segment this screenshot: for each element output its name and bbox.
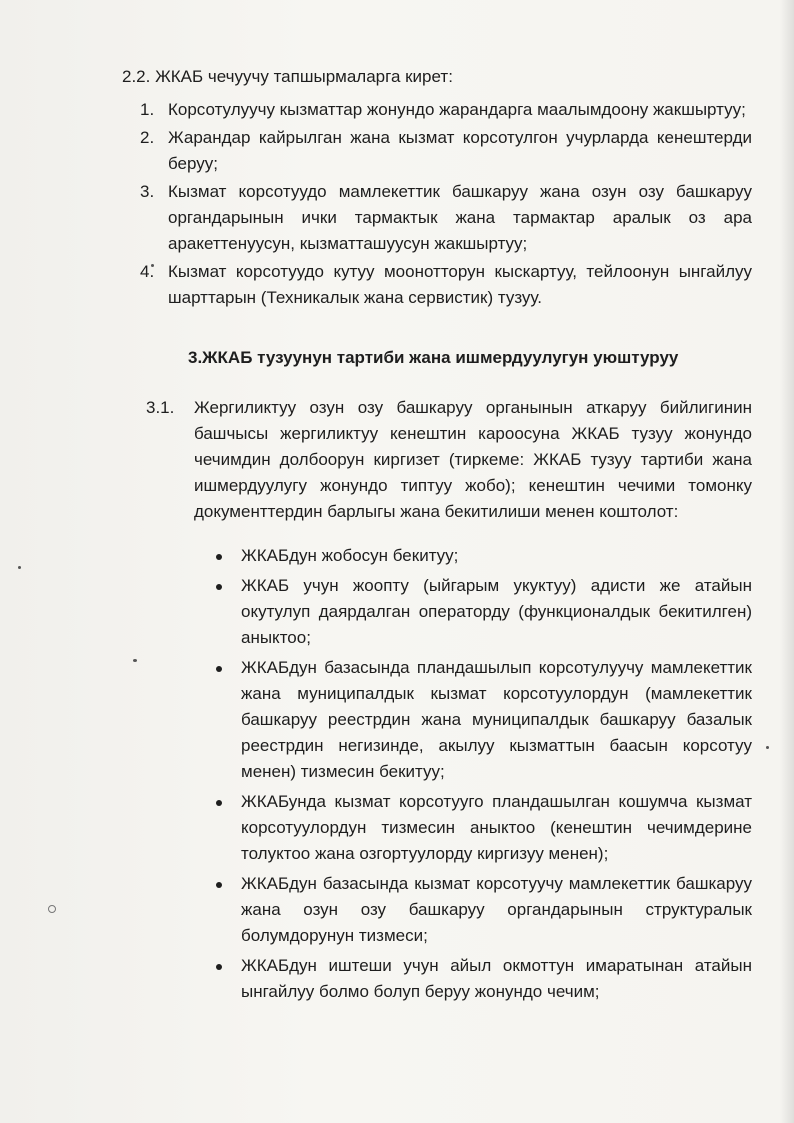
list-item-text: ЖКАБдун иштеши учун айыл окмоттун имаратынан атайын ынгайлуу болмо болуп беруу жонундо чечим;: [241, 956, 752, 1001]
list-item: [214, 953, 752, 1005]
section-number: 3.1.: [146, 398, 175, 417]
list-item-text: Кызмат корсотуудо мамлекеттик башкаруу жана озун озу башкаруу органдарынын ички тармактык жана тармактар аралык оз ара аракеттенуусун, кызматташуусун жакшыртуу;: [168, 182, 752, 253]
list-item-text: Жарандар кайрылган жана кызмат корсотулгон учурларда кенештерди беруу;: [168, 128, 752, 173]
section-text: Жергиликтуу озун озу башкаруу органынын аткаруу бийлигинин башчысы жергиликтуу кенештин кароосуна ЖКАБ тузуу жонундо чечимдин долбоорун киргизет (тиркеме: ЖКАБ тузуу тартиби жана ишмердуулугу жонундо типтуу жобо); кенештин чечими томонку документтердин барлыгы жана бекитилиши менен коштолот:: [194, 398, 752, 521]
list-item-text: ЖКАБунда кызмат корсотууго пландашылган кошумча кызмат корсотуулордун тизмесин аныктоо (кенештин чечимдерине толуктоо жана озгортуулорду киргизуу менен);: [241, 792, 752, 863]
list-item: [140, 125, 752, 177]
bullet-icon: [216, 584, 222, 590]
scan-edge-shadow: [780, 0, 794, 1123]
bullet-icon: [216, 882, 222, 888]
list-item-number: 3.: [140, 182, 155, 201]
list-item-text: Кызмат корсотуудо кутуу моонотторун кыскартуу, тейлоонун ынгайлуу шарттарын (Техникалык жана сервистик) тузуу.: [168, 262, 752, 307]
list-item: [214, 573, 752, 651]
list-item: [140, 179, 752, 257]
bullet-list: [214, 543, 752, 1009]
list-item-number: 2.: [140, 128, 155, 147]
list-item-text: ЖКАБ учун жоопту (ыйгарым укуктуу) адисти же атайын окутулуп даярдалган операторду (функционалдык бекитилген) аныктоо;: [241, 576, 752, 647]
list-item: [140, 97, 752, 123]
list-item-number: 4.: [140, 262, 155, 281]
list-item-number: 1.: [140, 100, 155, 119]
bullet-icon: [216, 800, 222, 806]
scan-speck: [18, 566, 21, 569]
bullet-icon: [216, 554, 222, 560]
list-item-text: ЖКАБдун базасында кызмат корсотуучу мамлекеттик башкаруу жана озун озу башкаруу органдарынын структуралык болумдорунун тизмеси;: [241, 874, 752, 945]
list-item-text: ЖКАБдун жобосун бекитуу;: [241, 546, 459, 565]
list-item: [214, 871, 752, 949]
list-item: [214, 655, 752, 785]
section-heading: 3.ЖКАБ тузуунун тартиби жана ишмердуулугун уюштуруу: [188, 348, 679, 367]
scan-speck: [766, 746, 769, 749]
list-item-text: ЖКАБдун базасында пландашылып корсотулуучу мамлекеттик жана муниципалдык кызмат корсотуулордун (мамлекеттик башкаруу реестрдин жана муниципалдык башкаруу базалык реестрдин негизинде, акылуу кызматтын баасын корсотуу менен) тизмесин бекитуу;: [241, 658, 752, 781]
list-item: [140, 259, 752, 311]
list-item: [214, 543, 752, 569]
list-item: [214, 789, 752, 867]
section-3-1: [146, 395, 752, 525]
scan-speck: [133, 659, 137, 662]
bullet-icon: [216, 964, 222, 970]
intro-paragraph: 2.2. ЖКАБ чечуучу тапшырмаларга кирет:: [122, 67, 453, 86]
bullet-icon: [216, 666, 222, 672]
list-item-text: Корсотулуучу кызматтар жонундо жарандарга маалымдоону жакшыртуу;: [168, 100, 746, 119]
task-list: [140, 97, 752, 313]
scan-speck: [48, 905, 56, 913]
